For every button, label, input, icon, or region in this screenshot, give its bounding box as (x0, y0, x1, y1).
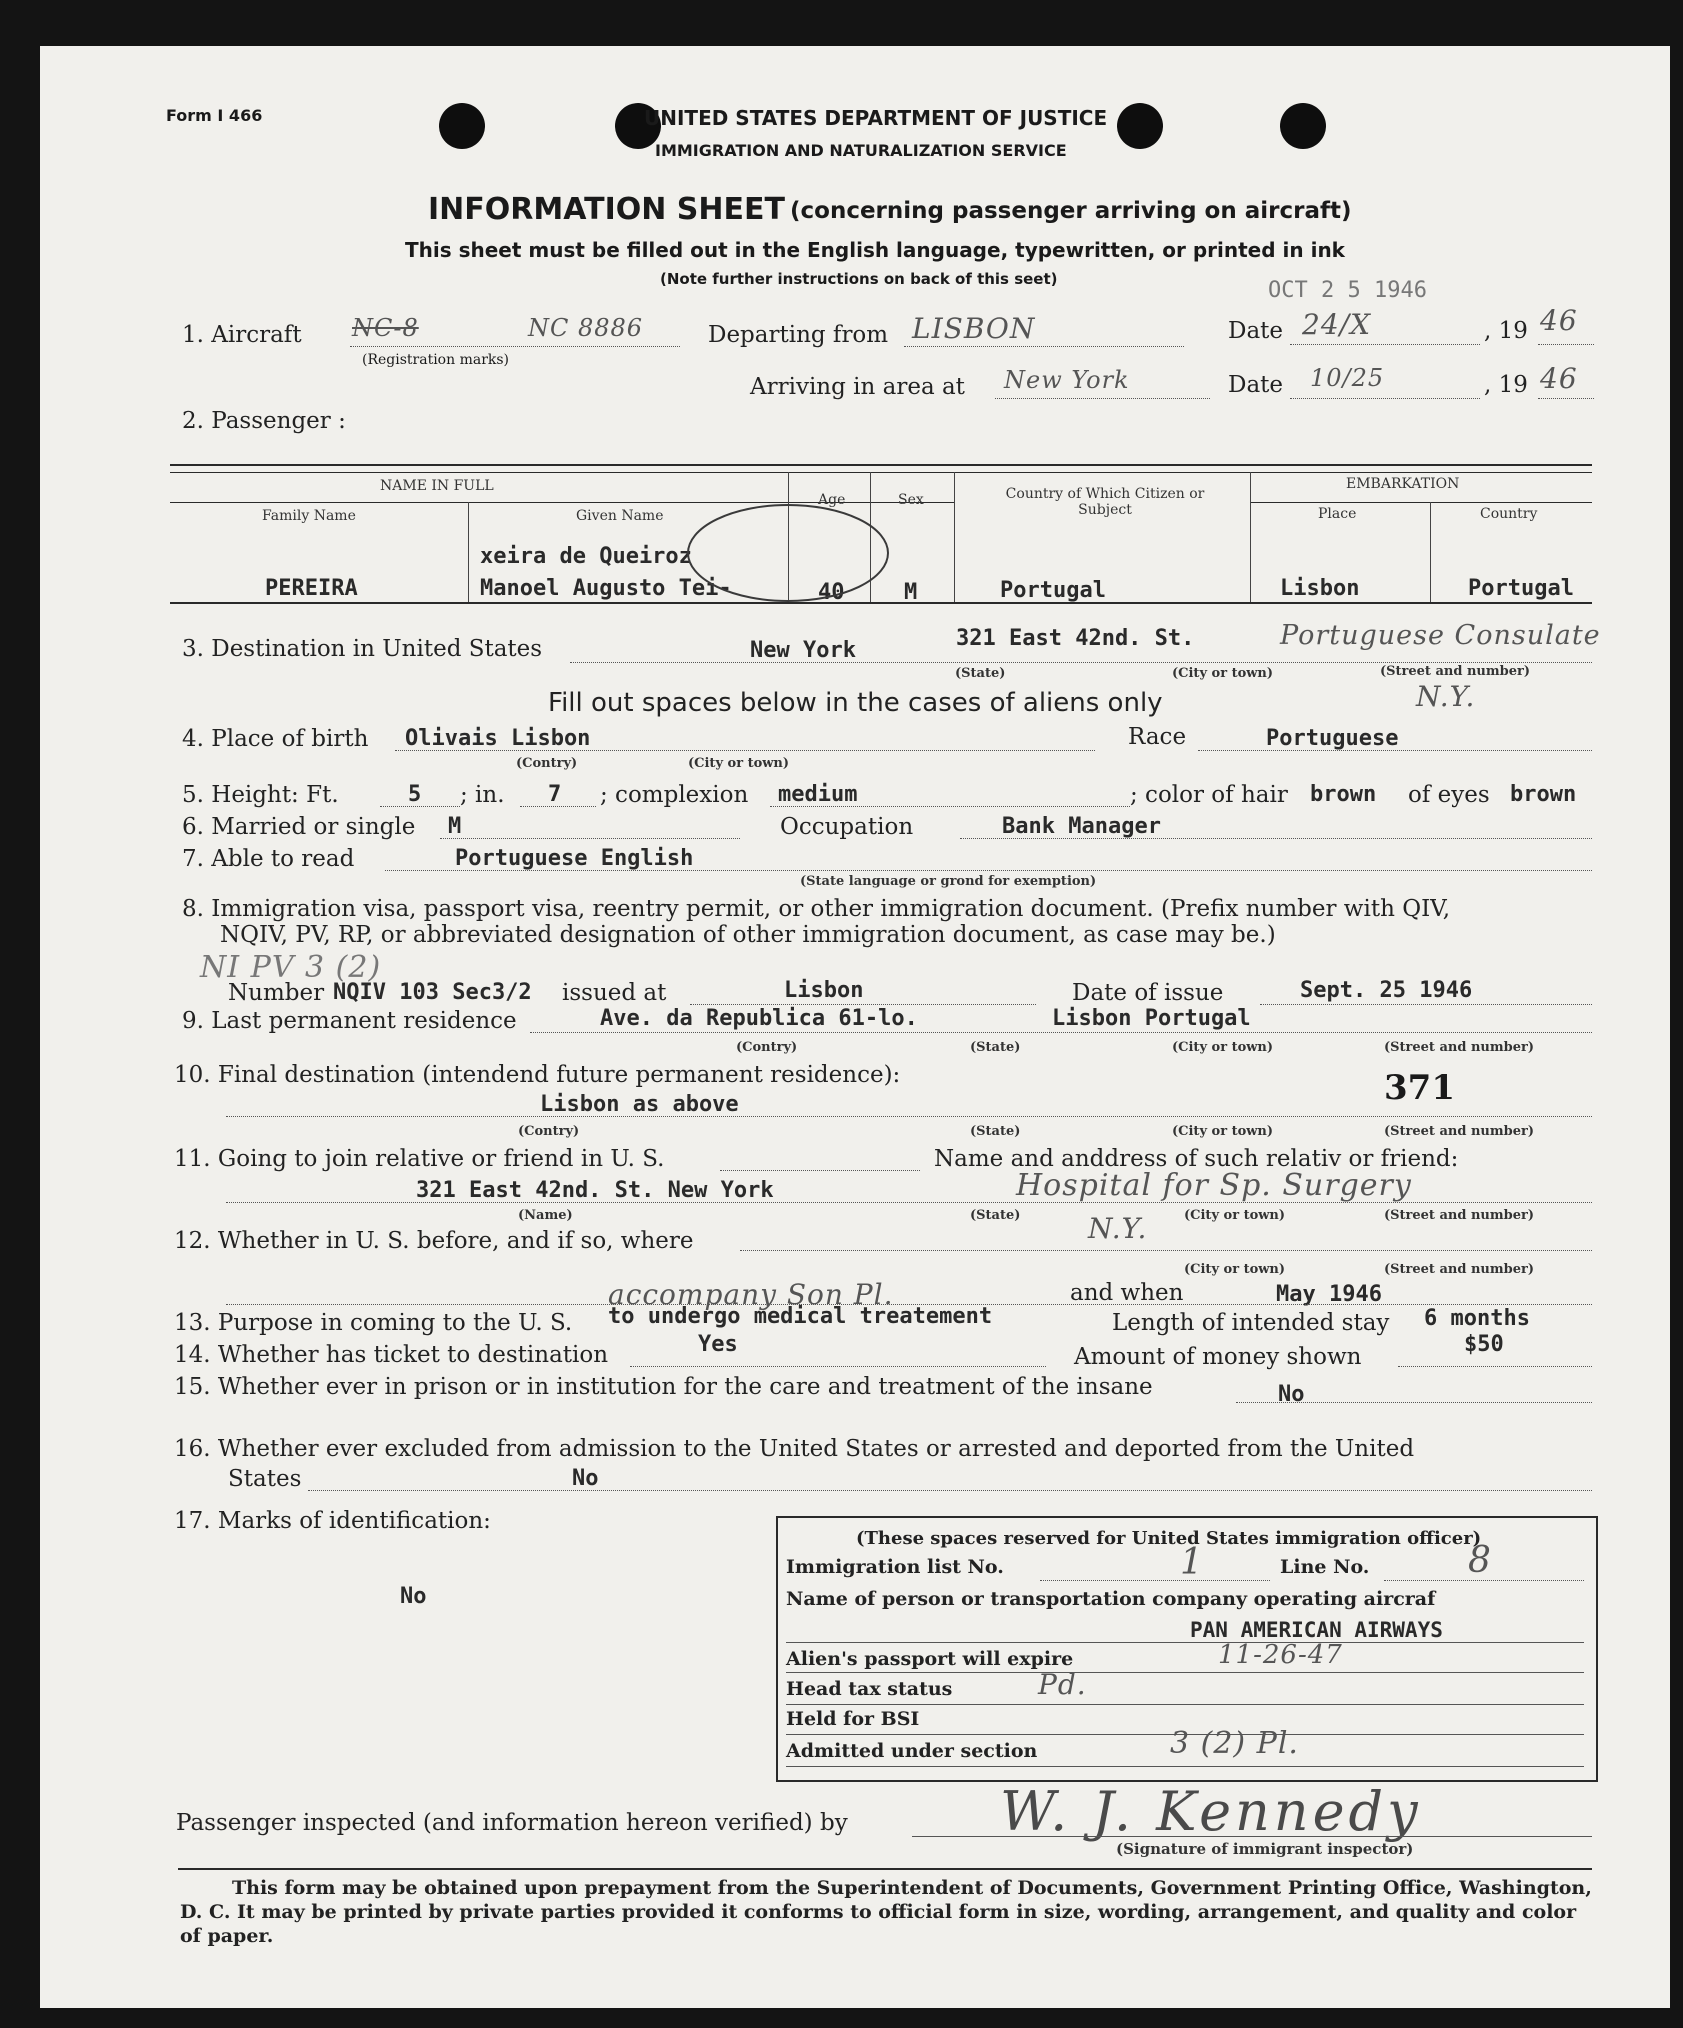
aircraft-value: NC 8886 (528, 314, 644, 342)
marks-value: No (400, 1584, 427, 1609)
header-place: Place (1318, 506, 1357, 522)
family-name: PEREIRA (265, 576, 358, 601)
when-label: and when (1070, 1280, 1184, 1306)
visa-number-label: Number (228, 980, 325, 1006)
caption-street: (Street and number) (1384, 1208, 1534, 1223)
passenger-label: 2. Passenger : (182, 408, 346, 434)
aircraft-crossed: NC-8 (352, 314, 419, 342)
join-label: 11. Going to join relative or friend in U. S. (174, 1146, 665, 1172)
caption-street: (Street and number) (1384, 1040, 1534, 1055)
header-age: Age (818, 492, 846, 508)
caption-state: (State) (970, 1208, 1021, 1223)
list-number: 1 (1180, 1542, 1204, 1583)
final-destination-label: 10. Final destination (intendend future permanent residence): (174, 1062, 901, 1088)
embarkation-place: Lisbon (1280, 576, 1360, 601)
inspected-label: Passenger inspected (and information hereon verified) by (176, 1810, 848, 1836)
punch-hole (1280, 103, 1326, 149)
eyes-value: brown (1510, 782, 1577, 807)
final-destination-value: Lisbon as above (540, 1092, 739, 1117)
destination-label: 3. Destination in United States (182, 636, 543, 662)
purpose-value: to undergo medical treatement (608, 1304, 993, 1329)
footer-note: This form may be obtained upon prepayment from the Superintendent of Documents, Government Printing Office, Washington, D. C. It may be printed by private parties provided it conforms to official form in size, wording, arrangement, and quality and color of paper. (180, 1877, 1592, 1947)
destination-hand: Portuguese Consulate (1280, 620, 1601, 651)
visa-number: NQIV 103 Sec3/2 (333, 980, 532, 1005)
before-hand: N.Y. (1088, 1212, 1148, 1245)
birth-value: Olivais Lisbon (405, 726, 591, 751)
tax-label: Head tax status (786, 1678, 953, 1700)
arriving-year-prefix: , 19 (1484, 372, 1528, 398)
money-value: $50 (1464, 1332, 1504, 1357)
section-label: Admitted under section (786, 1740, 1038, 1762)
inspector-signature: W. J. Kennedy (1000, 1780, 1422, 1843)
height-label: 5. Height: Ft. (182, 782, 339, 808)
destination-hand-state: N.Y. (1416, 680, 1476, 713)
list-label: Immigration list No. (786, 1556, 1004, 1578)
stamp-number: 371 (1384, 1068, 1455, 1108)
registration-caption: (Registration marks) (362, 352, 510, 368)
excluded-label-1: 16. Whether ever excluded from admission to the United States or arrested and deported from the United (174, 1436, 1415, 1462)
residence-label: 9. Last permanent residence (182, 1008, 517, 1034)
bsi-label: Held for BSI (786, 1708, 920, 1730)
hair-value: brown (1310, 782, 1377, 807)
occupation-value: Bank Manager (1002, 814, 1161, 839)
caption-street: (Street and number) (1384, 1262, 1534, 1277)
passport-label: Alien's passport will expire (786, 1648, 1074, 1670)
aliens-note: Fill out spaces below in the cases of aliens only (548, 688, 1163, 718)
depart-year: 46 (1540, 304, 1578, 337)
header-embarkation: EMBARKATION (1346, 476, 1460, 492)
stay-label: Length of intended stay (1112, 1310, 1390, 1336)
read-value: Portuguese English (455, 846, 694, 871)
caption-city: (City or town) (1172, 666, 1274, 681)
arriving-date: 10/25 (1310, 364, 1385, 392)
prison-value: No (1278, 1382, 1305, 1407)
header-family-name: Family Name (262, 508, 356, 524)
sex-value: M (904, 580, 918, 605)
eyes-label: of eyes (1408, 782, 1490, 808)
read-caption: (State language or grond for exemption) (800, 874, 1097, 889)
officer-box (776, 1516, 1598, 1782)
form-number: Form I 466 (166, 106, 263, 125)
caption-country: (Contry) (518, 1124, 580, 1139)
caption-state: (State) (970, 1040, 1021, 1055)
join-value: 321 East 42nd. St. New York (416, 1178, 774, 1203)
money-label: Amount of money shown (1074, 1344, 1362, 1370)
officer-heading: (These spaces reserved for United States immigration officer) (856, 1528, 1482, 1549)
header-citizen: Country of Which Citizen or Subject (1005, 486, 1205, 518)
company-label: Name of person or transportation company operating aircraf (786, 1588, 1436, 1610)
join-name-label: Name and anddress of such relativ or friend: (934, 1146, 1459, 1172)
signature-caption: (Signature of immigrant inspector) (1116, 1840, 1414, 1858)
line-label: Line No. (1280, 1556, 1370, 1578)
stay-value: 6 months (1424, 1306, 1530, 1331)
excluded-value: No (572, 1466, 599, 1491)
race-label: Race (1128, 724, 1187, 750)
marks-label: 17. Marks of identification: (174, 1508, 491, 1534)
instruction-note: (Note further instructions on back of this seet) (660, 270, 1058, 288)
height-ft: 5 (408, 782, 422, 807)
before-hand-where: accompany Son Pl. (608, 1278, 894, 1311)
purpose-label: 13. Purpose in coming to the U. S. (174, 1310, 573, 1336)
ticket-label: 14. Whether has ticket to destination (174, 1342, 609, 1368)
given-name-line-1: xeira de Queiroz (480, 544, 692, 569)
tax-value: Pd. (1038, 1668, 1087, 1701)
complexion-label: ; complexion (600, 782, 749, 808)
residence-city: Lisbon Portugal (1052, 1006, 1251, 1031)
ticket-value: Yes (698, 1332, 738, 1357)
passport-value: 11-26-47 (1218, 1640, 1343, 1670)
section-value: 3 (2) Pl. (1170, 1726, 1299, 1761)
join-hand: Hospital for Sp. Surgery (1016, 1168, 1412, 1203)
visa-label-2: NQIV, PV, RP, or abbreviated designation of other immigration document, as case may be.) (220, 922, 1276, 948)
caption-state: (State) (955, 666, 1006, 681)
when-value: May 1946 (1276, 1282, 1382, 1307)
issue-date-label: Date of issue (1072, 980, 1224, 1006)
prison-label: 15. Whether ever in prison or in institution for the care and treatment of the insane (174, 1374, 1153, 1400)
header-given-name: Given Name (576, 508, 664, 524)
citizen-value: Portugal (1000, 578, 1106, 603)
arriving-date-label: Date (1228, 372, 1284, 398)
given-name-line-2: Manoel Augusto Tei- (480, 576, 732, 601)
married-value: M (448, 814, 462, 839)
birth-label: 4. Place of birth (182, 726, 369, 752)
issue-date: Sept. 25 1946 (1300, 978, 1473, 1003)
caption-street: (Street and number) (1384, 1124, 1534, 1139)
destination-state: New York (750, 638, 856, 663)
issued-at: Lisbon (784, 978, 864, 1003)
visa-label-1: 8. Immigration visa, passport visa, reentry permit, or other immigration document. (Prefix number with QIV, (182, 896, 1451, 922)
punch-hole (439, 103, 485, 149)
embarkation-country: Portugal (1468, 576, 1574, 601)
caption-name: (Name) (518, 1208, 573, 1223)
service-title: IMMIGRATION AND NATURALIZATION SERVICE (655, 141, 1067, 160)
caption-country: (Contry) (736, 1040, 798, 1055)
departing-value: LISBON (912, 312, 1036, 345)
arriving-value: New York (1004, 366, 1130, 394)
excluded-label-2: States (228, 1466, 302, 1492)
race-value: Portuguese (1266, 726, 1399, 751)
date-stamp: OCT 2 5 1946 (1268, 278, 1427, 303)
arriving-label: Arriving in area at (750, 374, 965, 400)
caption-city: (City or town) (1184, 1262, 1286, 1277)
caption-city: (City or town) (1172, 1040, 1274, 1055)
company-value: PAN AMERICAN AIRWAYS (1190, 1618, 1443, 1642)
issued-label: issued at (562, 980, 667, 1006)
caption-country: (Contry) (516, 756, 578, 771)
line-number: 8 (1468, 1540, 1492, 1581)
before-label: 12. Whether in U. S. before, and if so, where (174, 1228, 694, 1254)
caption-city: (City or town) (1172, 1124, 1274, 1139)
arriving-year: 46 (1540, 362, 1578, 395)
caption-city: (City or town) (1184, 1208, 1286, 1223)
date-label: Date (1228, 318, 1284, 344)
page-title: INFORMATION SHEET (428, 192, 785, 227)
occupation-label: Occupation (780, 814, 914, 840)
height-in: 7 (548, 782, 562, 807)
header-sex: Sex (898, 492, 924, 508)
pencil-circle-mark (680, 498, 896, 608)
header-country: Country (1480, 506, 1538, 522)
read-label: 7. Able to read (182, 846, 355, 872)
caption-city: (City or town) (688, 756, 790, 771)
destination-street: 321 East 42nd. St. (956, 626, 1195, 651)
height-in-label: ; in. (460, 782, 505, 808)
caption-street: (Street and number) (1380, 664, 1530, 679)
married-label: 6. Married or single (182, 814, 416, 840)
punch-hole (1117, 103, 1163, 149)
residence-value: Ave. da Republica 61-lo. (600, 1006, 918, 1031)
departing-label: Departing from (708, 322, 889, 348)
depart-date: 24/X (1302, 308, 1371, 341)
hair-label: ; color of hair (1130, 782, 1288, 808)
aircraft-label: 1. Aircraft (182, 322, 302, 348)
instruction-line: This sheet must be filled out in the English language, typewritten, or printed in ink (405, 238, 1345, 262)
year-prefix: , 19 (1484, 318, 1528, 344)
header-name-in-full: NAME IN FULL (380, 478, 494, 494)
title-note: (concerning passenger arriving on aircraft) (790, 198, 1352, 224)
visa-hand: NI PV 3 (2) (200, 950, 382, 985)
department-title: UNITED STATES DEPARTMENT OF JUSTICE (644, 106, 1108, 130)
complexion-value: medium (778, 782, 858, 807)
caption-state: (State) (970, 1124, 1021, 1139)
age-value: 40 (818, 580, 845, 605)
